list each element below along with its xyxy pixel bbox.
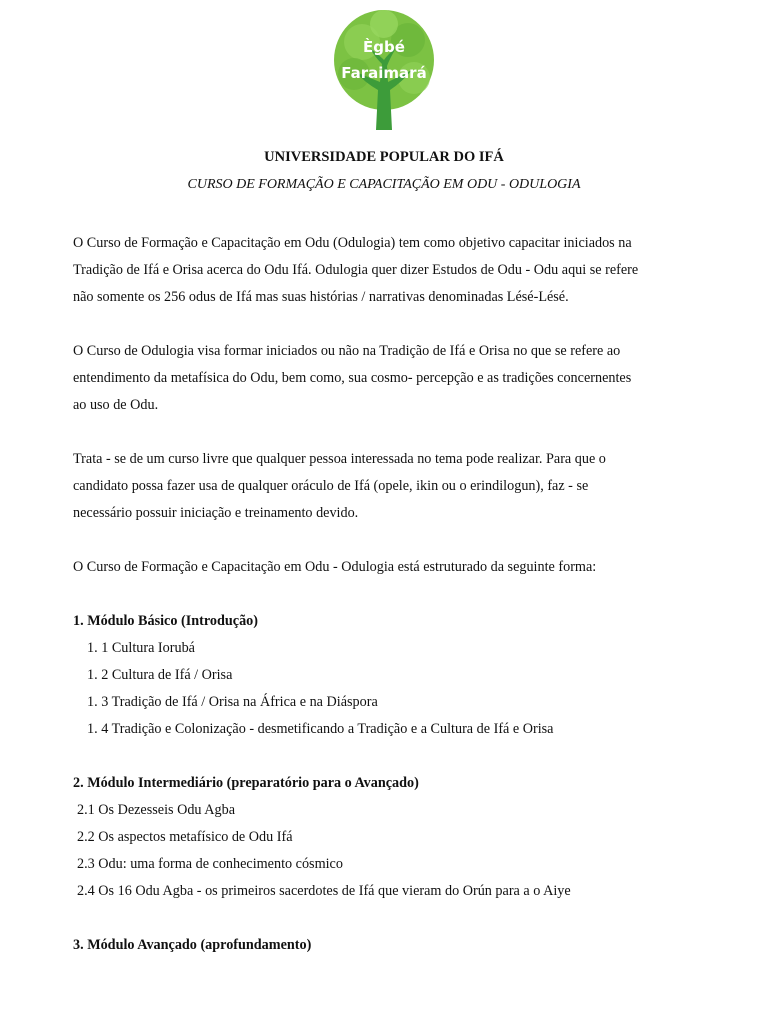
logo-text-line1: Ègbé — [363, 38, 405, 56]
paragraph-line: O Curso de Odulogia visa formar iniciados ou não na Tradição de Ifá e Orisa no que se refere ao — [73, 343, 621, 359]
module-heading: 3. Módulo Avançado (aprofundamento) — [73, 937, 312, 953]
module-topic: 1. 4 Tradição e Colonização - desmetificando a Tradição e a Cultura de Ifá e Orisa — [87, 721, 554, 737]
paragraph — [73, 338, 703, 419]
module-topic-list — [73, 635, 703, 743]
paragraph-line: O Curso de Formação e Capacitação em Odu - Odulogia está estruturado da seguinte forma: — [73, 559, 597, 575]
paragraph — [73, 230, 703, 311]
paragraph-line: candidato possa fazer usa de qualquer oráculo de Ifá (opele, ikin ou o erindilogun), faz - se — [73, 478, 589, 494]
module-topic: 1. 3 Tradição de Ifá / Orisa na África e na Diáspora — [87, 694, 378, 710]
paragraph-line: Trata - se de um curso livre que qualquer pessoa interessada no tema pode realizar. Para que o — [73, 451, 606, 467]
tree-logo — [324, 8, 444, 130]
logo-text-line2: Faraimará — [341, 64, 427, 82]
paragraph — [73, 554, 703, 581]
paragraph-line: O Curso de Formação e Capacitação em Odu (Odulogia) tem como objetivo capacitar iniciados na — [73, 235, 632, 251]
module-heading: 2. Módulo Intermediário (preparatório para o Avançado) — [73, 775, 419, 791]
module-topic-list — [73, 797, 703, 905]
paragraph — [73, 446, 703, 527]
module-heading: 1. Módulo Básico (Introdução) — [73, 613, 258, 629]
paragraph-line: entendimento da metafísica do Odu, bem como, sua cosmo- percepção e as tradições concernentes — [73, 370, 632, 386]
paragraph-line: ao uso de Odu. — [73, 397, 159, 413]
paragraph-line: Tradição de Ifá e Orisa acerca do Odu Ifá. Odulogia quer dizer Estudos de Odu - Odu aqui se refere — [73, 262, 639, 278]
module-topic: 2.3 Odu: uma forma de conhecimento cósmico — [77, 856, 343, 872]
intro-paragraphs — [73, 230, 703, 581]
module-topic: 1. 2 Cultura de Ifá / Orisa — [87, 667, 233, 683]
document-title: UNIVERSIDADE POPULAR DO IFÁ — [264, 149, 504, 165]
paragraph-line: não somente os 256 odus de Ifá mas suas histórias / narrativas denominadas Lésé-Lésé. — [73, 289, 569, 305]
course-modules — [73, 608, 703, 959]
paragraph-line: necessário possuir iniciação e treinamento devido. — [73, 505, 359, 521]
module-topic: 2.4 Os 16 Odu Agba - os primeiros sacerdotes de Ifá que vieram do Orún para a o Aiye — [77, 883, 571, 899]
document-body — [73, 230, 703, 959]
module-topic: 2.1 Os Dezesseis Odu Agba — [77, 802, 236, 818]
module-topic: 2.2 Os aspectos metafísico de Odu Ifá — [77, 829, 293, 845]
document-subtitle: CURSO DE FORMAÇÃO E CAPACITAÇÃO EM ODU - ODULOGIA — [187, 177, 581, 192]
module-topic: 1. 1 Cultura Iorubá — [87, 640, 195, 656]
